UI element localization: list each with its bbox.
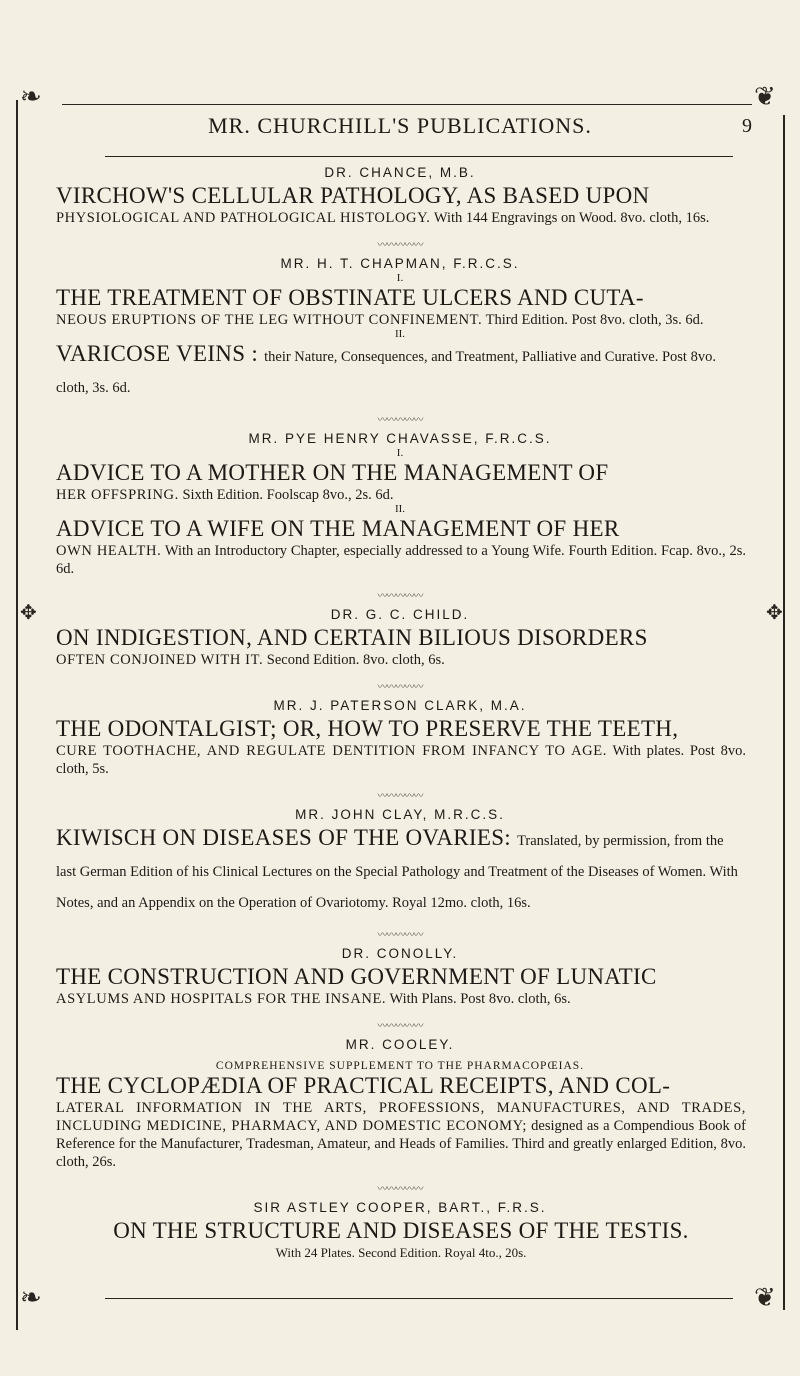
description-text: With 144 Engravings on Wood. 8vo. cloth, 16s. [433, 210, 710, 226]
entry-numeral: II. [394, 328, 406, 340]
author-name: MR. PYE HENRY CHAVASSE, F.R.C.S. [248, 431, 552, 446]
author-section [0, 592, 800, 669]
book-title [56, 182, 746, 209]
book-description [56, 1099, 746, 1171]
page-number: 9 [742, 115, 752, 137]
author-name: MR. H. T. CHAPMAN, F.R.C.S. [280, 256, 520, 271]
corner-ornament-bottom-right: ❦ [754, 1283, 776, 1312]
book-title-text: ON THE STRUCTURE AND DISEASES OF THE TESTIS. [113, 1218, 689, 1243]
book-title-text: KIWISCH ON DISEASES OF THE OVARIES: [56, 825, 511, 850]
bottom-rule [105, 1298, 733, 1299]
description-caps: CURE TOOTHACHE, AND REGULATE DENTITION FROM INFANCY TO AGE. [56, 743, 607, 759]
book-description [56, 1244, 746, 1262]
book-description [56, 209, 746, 227]
book-entry [0, 329, 800, 402]
book-entry [0, 1072, 800, 1171]
side-ornament-left: ✥ [20, 602, 37, 624]
description-caps: PHYSIOLOGICAL AND PATHOLOGICAL HISTOLOGY. [56, 210, 431, 226]
section-divider: 〰〰〰〰〰 [377, 682, 423, 693]
book-title [56, 624, 746, 651]
book-entry [0, 448, 800, 504]
section-divider: 〰〰〰〰〰 [377, 930, 423, 941]
book-title [56, 515, 746, 542]
author-name: MR. J. PATERSON CLARK, M.A. [273, 698, 527, 713]
description-text: With 24 Plates. Second Edition. Royal 4to., 20s. [275, 1245, 527, 1260]
author-name: SIR ASTLEY COOPER, BART., F.R.S. [253, 1200, 547, 1215]
section-divider: 〰〰〰〰〰 [377, 415, 423, 426]
corner-ornament-top-right: ❦ [754, 82, 776, 111]
book-description [56, 990, 746, 1008]
description-text: With Plans. Post 8vo. cloth, 6s. [389, 991, 571, 1007]
description-text: Third Edition. Post 8vo. cloth, 3s. 6d. [485, 312, 704, 328]
book-title-text: VARICOSE VEINS : [56, 341, 259, 366]
book-title-continuation: Translated, by permission, from the last German Edition of his Clinical Lectures on the Special Pathology and Treatment of the Diseases of Women. With Notes, and an Appendix on the Operation of Ovariotomy. Royal 12mo. cloth, 16s. [56, 833, 738, 911]
section-divider: 〰〰〰〰〰 [377, 791, 423, 802]
description-text: With an Introductory Chapter, especially addressed to a Young Wife. Fourth Edition. Fcap. 8vo., 2s. 6d. [56, 543, 746, 577]
author-name: DR. G. C. CHILD. [330, 607, 470, 622]
section-divider: 〰〰〰〰〰 [377, 1021, 423, 1032]
book-title-text: ON INDIGESTION, AND CERTAIN BILIOUS DISORDERS [56, 625, 648, 650]
entry-numeral: I. [396, 272, 404, 284]
book-entry [0, 1217, 800, 1262]
author-name: DR. CONOLLY. [341, 946, 459, 961]
author-section [0, 1185, 800, 1262]
book-entry [0, 715, 800, 778]
header-rule [105, 156, 733, 157]
author-name: MR. COOLEY. [345, 1037, 455, 1052]
book-description [56, 651, 746, 669]
book-title-text: ADVICE TO A MOTHER ON THE MANAGEMENT OF [56, 460, 609, 485]
book-title [56, 284, 746, 311]
book-description [56, 486, 746, 504]
description-text: Sixth Edition. Foolscap 8vo., 2s. 6d. [182, 487, 394, 503]
book-title [56, 1072, 746, 1099]
book-title-text: VIRCHOW'S CELLULAR PATHOLOGY, AS BASED UPON [56, 183, 650, 208]
book-entry [0, 504, 800, 578]
author-section [0, 416, 800, 578]
author-section [0, 683, 800, 778]
corner-ornament-bottom-left: ❧ [20, 1283, 42, 1312]
description-caps: HER OFFSPRING. [56, 487, 179, 503]
entry-numeral: I. [396, 447, 404, 459]
description-text: With plates. Post 8vo. cloth, 5s. [56, 743, 746, 777]
book-entry [0, 824, 800, 917]
side-ornament-right: ✥ [766, 602, 783, 624]
book-title-continuation: their Nature, Consequences, and Treatment, Palliative and Curative. Post 8vo. cloth, 3s. 6d. [56, 349, 716, 396]
description-text: Second Edition. 8vo. cloth, 6s. [266, 652, 445, 668]
author-section [0, 241, 800, 402]
book-title [56, 1217, 746, 1244]
book-entry [0, 624, 800, 669]
book-entry [0, 963, 800, 1008]
book-title-text: THE ODONTALGIST; OR, HOW TO PRESERVE THE TEETH, [56, 716, 679, 741]
catalogue-listing [0, 164, 800, 1262]
author-section [0, 1022, 800, 1171]
author-section [0, 164, 800, 227]
book-title-text: THE CONSTRUCTION AND GOVERNMENT OF LUNATIC [56, 964, 657, 989]
author-name: DR. CHANCE, M.B. [324, 165, 476, 180]
top-rule [62, 104, 752, 105]
book-title-text: THE CYCLOPÆDIA OF PRACTICAL RECEIPTS, AND COL- [56, 1073, 671, 1098]
section-divider: 〰〰〰〰〰 [377, 591, 423, 602]
book-description [56, 742, 746, 778]
book-title [56, 340, 746, 402]
book-description [56, 542, 746, 578]
book-title-text: THE TREATMENT OF OBSTINATE ULCERS AND CUTA- [56, 285, 644, 310]
book-description [56, 311, 746, 329]
book-title [56, 459, 746, 486]
description-caps: LATERAL INFORMATION IN THE ARTS, PROFESSIONS, MANUFACTURES, AND TRADES, INCLUDING MEDICINE, PHARMACY, AND DOMESTIC ECONOMY; [56, 1100, 746, 1134]
book-title [56, 824, 746, 917]
section-divider: 〰〰〰〰〰 [377, 1184, 423, 1195]
description-caps: OFTEN CONJOINED WITH IT. [56, 652, 264, 668]
section-note: COMPREHENSIVE SUPPLEMENT TO THE PHARMACOPŒIAS. [215, 1060, 585, 1072]
description-caps: OWN HEALTH. [56, 543, 162, 559]
author-name: MR. JOHN CLAY, M.R.C.S. [295, 807, 505, 822]
book-entry [0, 182, 800, 227]
entry-numeral: II. [394, 503, 406, 515]
author-section [0, 792, 800, 917]
running-head: MR. CHURCHILL'S PUBLICATIONS. [208, 113, 592, 138]
description-caps: ASYLUMS AND HOSPITALS FOR THE INSANE. [56, 991, 387, 1007]
book-entry [0, 273, 800, 329]
description-caps: NEOUS ERUPTIONS OF THE LEG WITHOUT CONFINEMENT. [56, 312, 483, 328]
corner-ornament-top-left: ❧ [20, 82, 42, 111]
author-section [0, 931, 800, 1008]
description-text: designed as a Compendious Book of Reference for the Manufacturer, Tradesman, Amateur, and Heads of Families. Third and greatly enlarged Edition, 8vo. cloth, 26s. [56, 1118, 746, 1170]
book-title [56, 963, 746, 990]
book-title-text: ADVICE TO A WIFE ON THE MANAGEMENT OF HER [56, 516, 620, 541]
section-divider: 〰〰〰〰〰 [377, 240, 423, 251]
book-title [56, 715, 746, 742]
